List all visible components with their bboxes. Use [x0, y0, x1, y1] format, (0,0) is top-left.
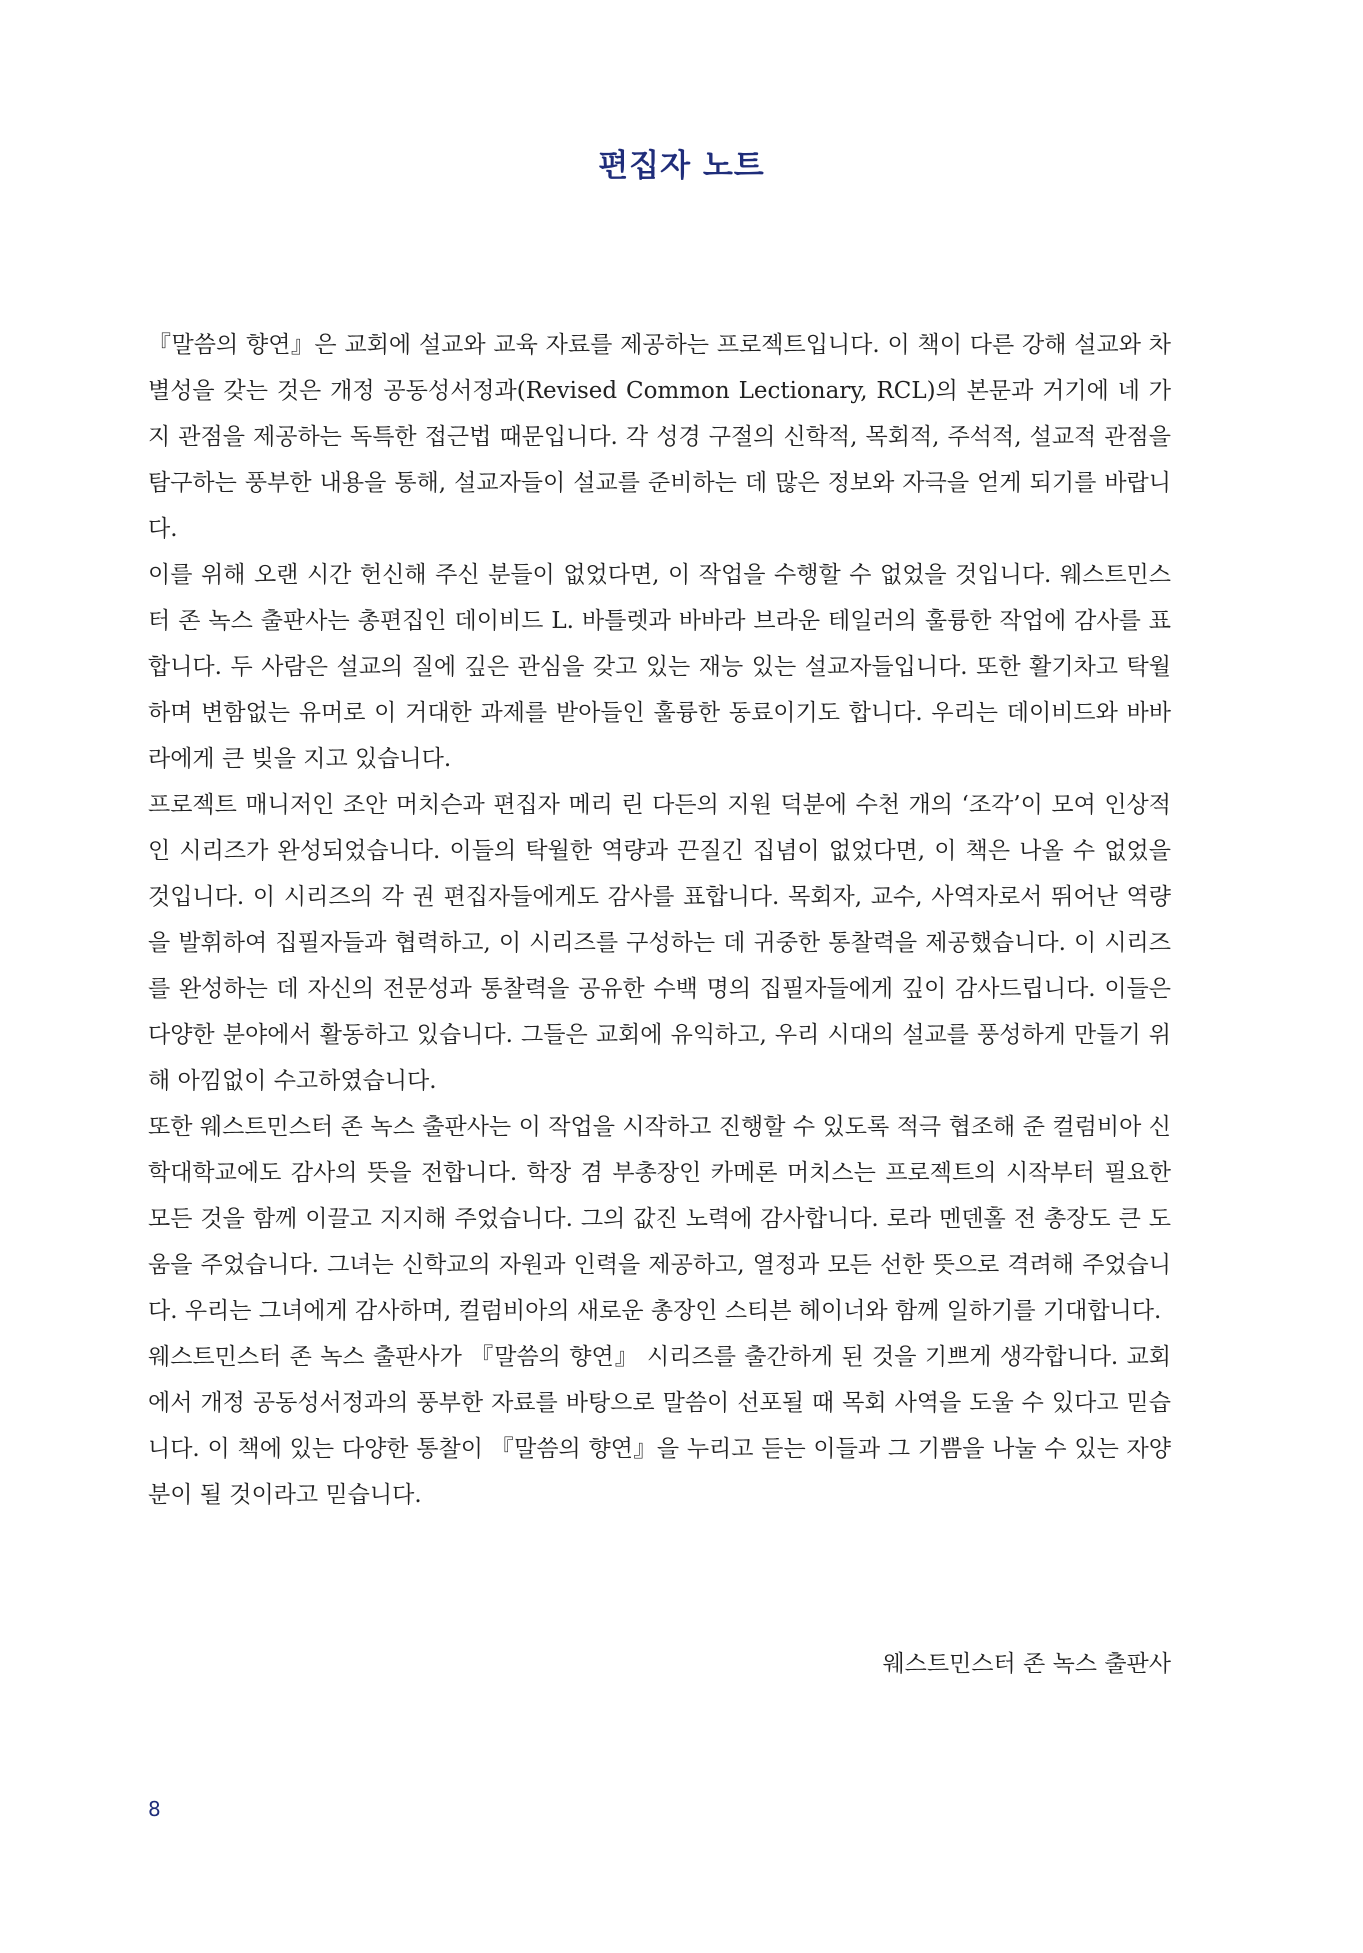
body-text [148, 322, 1171, 1518]
paragraph: 웨스트민스터 존 녹스 출판사가 『말씀의 향연』 시리즈를 출간하게 된 것을 기쁘게 생각합니다. 교회에서 개정 공동성서정과의 풍부한 자료를 바탕으로 말씀이 선포될 때 목회 사역을 도울 수 있다고 믿습니다. 이 책에 있는 다양한 통찰이 『말씀의 향연』을 누리고 듣는 이들과 그 기쁨을 나눌 수 있는 자양분이 될 것이라고 믿습니다. [148, 1344, 1171, 1508]
paragraph: 『말씀의 향연』은 교회에 설교와 교육 자료를 제공하는 프로젝트입니다. 이 책이 다른 강해 설교와 차별성을 갖는 것은 개정 공동성서정과(Revised Common Lectionary, RCL)의 본문과 거기에 네 가지 관점을 제공하는 독특한 접근법 때문입니다. 각 성경 구절의 신학적, 목회적, 주석적, 설교적 관점을 탐구하는 풍부한 내용을 통해, 설교자들이 설교를 준비하는 데 많은 정보와 자극을 얻게 되기를 바랍니다. [148, 332, 1171, 542]
page-number: 8 [148, 1797, 161, 1821]
paragraph: 또한 웨스트민스터 존 녹스 출판사는 이 작업을 시작하고 진행할 수 있도록 적극 협조해 준 컬럼비아 신학대학교에도 감사의 뜻을 전합니다. 학장 겸 부총장인 카메론 머치스는 프로젝트의 시작부터 필요한 모든 것을 함께 이끌고 지지해 주었습니다. 그의 값진 노력에 감사합니다. 로라 멘덴홀 전 총장도 큰 도움을 주었습니다. 그녀는 신학교의 자원과 인력을 제공하고, 열정과 모든 선한 뜻으로 격려해 주었습니다. 우리는 그녀에게 감사하며, 컬럼비아의 새로운 총장인 스티븐 헤이너와 함께 일하기를 기대합니다. [148, 1114, 1171, 1324]
page-title: 편집자 노트 [598, 148, 765, 184]
paragraph: 이를 위해 오랜 시간 헌신해 주신 분들이 없었다면, 이 작업을 수행할 수 없었을 것입니다. 웨스트민스터 존 녹스 출판사는 총편집인 데이비드 L. 바틀렛과 바바라 브라운 테일러의 훌륭한 작업에 감사를 표합니다. 두 사람은 설교의 질에 깊은 관심을 갖고 있는 재능 있는 설교자들입니다. 또한 활기차고 탁월하며 변함없는 유머로 이 거대한 과제를 받아들인 훌륭한 동료이기도 합니다. 우리는 데이비드와 바바라에게 큰 빚을 지고 있습니다. [148, 562, 1171, 772]
publisher-signature: 웨스트민스터 존 녹스 출판사 [882, 1651, 1171, 1677]
paragraph: 프로젝트 매니저인 조안 머치슨과 편집자 메리 린 다든의 지원 덕분에 수천 개의 ‘조각’이 모여 인상적인 시리즈가 완성되었습니다. 이들의 탁월한 역량과 끈질긴 집념이 없었다면, 이 책은 나올 수 없었을 것입니다. 이 시리즈의 각 권 편집자들에게도 감사를 표합니다. 목회자, 교수, 사역자로서 뛰어난 역량을 발휘하여 집필자들과 협력하고, 이 시리즈를 구성하는 데 귀중한 통찰력을 제공했습니다. 이 시리즈를 완성하는 데 자신의 전문성과 통찰력을 공유한 수백 명의 집필자들에게 깊이 감사드립니다. 이들은 다양한 분야에서 활동하고 있습니다. 그들은 교회에 유익하고, 우리 시대의 설교를 풍성하게 만들기 위해 아낌없이 수고하였습니다. [148, 792, 1171, 1094]
